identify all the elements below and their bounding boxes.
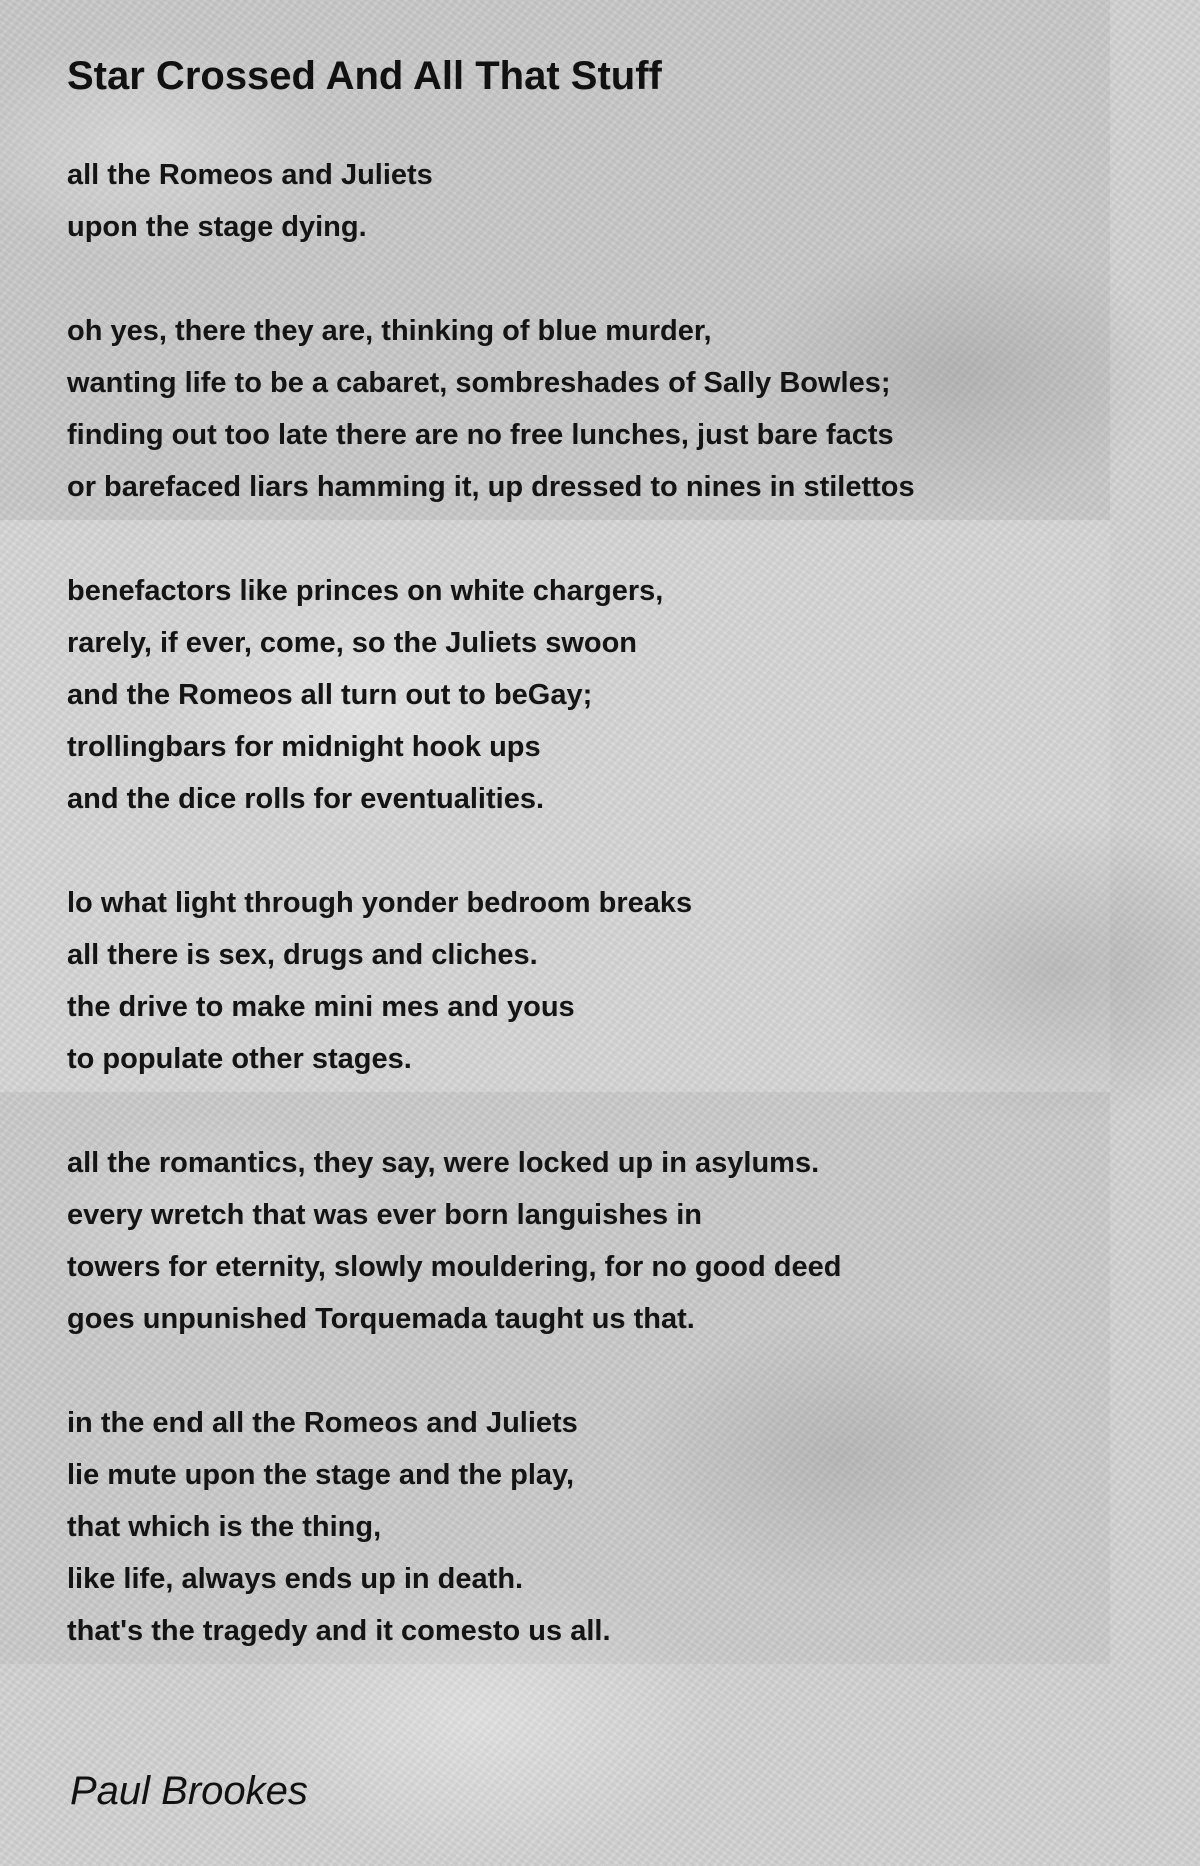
- poem-line: towers for eternity, slowly mouldering, for no good deed: [67, 1251, 842, 1283]
- stanza-break: [67, 513, 915, 565]
- poem-line: or barefaced liars hamming it, up dressed to nines in stilettos: [67, 471, 915, 503]
- poem-line: benefactors like princes on white chargers,: [67, 575, 664, 607]
- poem-line: in the end all the Romeos and Juliets: [67, 1407, 578, 1439]
- stanza-break: [67, 1085, 915, 1137]
- poem-line: that which is the thing,: [67, 1511, 382, 1543]
- poem-line: lo what light through yonder bedroom breaks: [67, 887, 693, 919]
- poem-body: [67, 149, 915, 1657]
- poem-line: lie mute upon the stage and the play,: [67, 1459, 575, 1491]
- poem-line: wanting life to be a cabaret, sombreshades of Sally Bowles;: [67, 367, 891, 399]
- poem-line: goes unpunished Torquemada taught us that.: [67, 1303, 695, 1335]
- poem-line: finding out too late there are no free lunches, just bare facts: [67, 419, 894, 451]
- poem-line: every wretch that was ever born languishes in: [67, 1199, 702, 1231]
- stanza-break: [67, 253, 915, 305]
- poem-line: and the Romeos all turn out to beGay;: [67, 679, 593, 711]
- poem-line: to populate other stages.: [67, 1043, 412, 1075]
- poem-author: Paul Brookes: [70, 1769, 308, 1813]
- poem-line: all the romantics, they say, were locked up in asylums.: [67, 1147, 820, 1179]
- stanza-break: [67, 1345, 915, 1397]
- poem-line: all the Romeos and Juliets: [67, 159, 433, 191]
- poem-line: oh yes, there they are, thinking of blue murder,: [67, 315, 712, 347]
- poem-line: trollingbars for midnight hook ups: [67, 731, 541, 763]
- poem-line: all there is sex, drugs and cliches.: [67, 939, 538, 971]
- poem-line: that's the tragedy and it comesto us all.: [67, 1615, 611, 1647]
- stanza-break: [67, 825, 915, 877]
- poem-line: the drive to make mini mes and yous: [67, 991, 575, 1023]
- poem-line: like life, always ends up in death.: [67, 1563, 524, 1595]
- poem-line: and the dice rolls for eventualities.: [67, 783, 545, 815]
- poem-line: upon the stage dying.: [67, 211, 367, 243]
- poem-line: rarely, if ever, come, so the Juliets swoon: [67, 627, 638, 659]
- poem-title: Star Crossed And All That Stuff: [67, 54, 662, 98]
